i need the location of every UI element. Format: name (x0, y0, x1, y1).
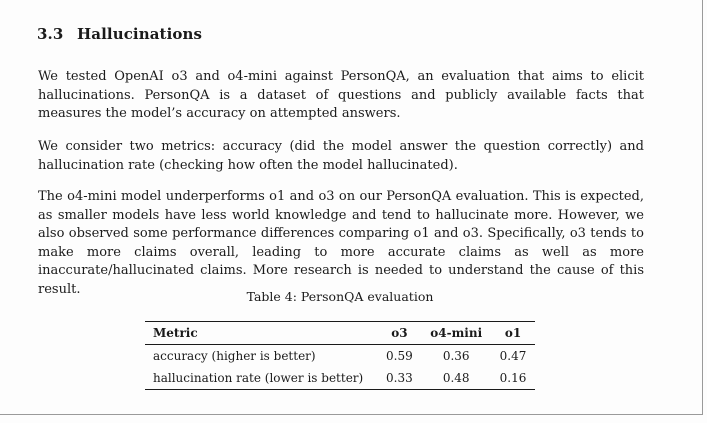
paragraph-findings: The o4-mini model underperforms o1 and o3 on our PersonQA evaluation. This is expected, as smaller models have less world knowledge and tend to hallucinate more. However, we also observed some performance differences comparing o1 and o3. Specifically, o3 tends to make more claims overall, leading to more accurate claims as well as more inaccurate/hallucinated claims. More research is needed to understand the cause of this result. (38, 189, 644, 297)
section-number: 3.3 (37, 25, 64, 43)
value-o4-mini: 0.48 (442, 371, 470, 385)
metric-name: accuracy (higher is better) (153, 349, 316, 363)
header-o4-mini: o4-mini (430, 326, 483, 340)
header-metric: Metric (153, 326, 198, 340)
metric-name: hallucination rate (lower is better) (153, 371, 364, 385)
value-o3: 0.59 (386, 349, 413, 363)
table-row (145, 345, 535, 368)
value-o4-mini: 0.36 (442, 349, 470, 363)
paragraph-metrics: We consider two metrics: accuracy (did the model answer the question correctly) and hallucination rate (checking how often the model hallucinated). (38, 139, 644, 173)
paragraph-intro: We tested OpenAI o3 and o4-mini against PersonQA, an evaluation that aims to elicit hallucinations. PersonQA is a dataset of questions and publicly available facts that measures the model’s accuracy on attempted answers. (38, 69, 644, 121)
personqa-results-table (145, 321, 535, 390)
value-o3: 0.33 (386, 371, 413, 385)
value-o1: 0.47 (499, 349, 527, 363)
section-title: Hallucinations (77, 25, 203, 43)
section-heading (37, 25, 202, 43)
table-header-row (145, 322, 535, 345)
value-o1: 0.16 (499, 371, 527, 385)
table-caption: Table 4: PersonQA evaluation (246, 289, 434, 304)
header-o3: o3 (391, 326, 408, 340)
header-o1: o1 (504, 326, 522, 340)
table-row (145, 367, 535, 390)
